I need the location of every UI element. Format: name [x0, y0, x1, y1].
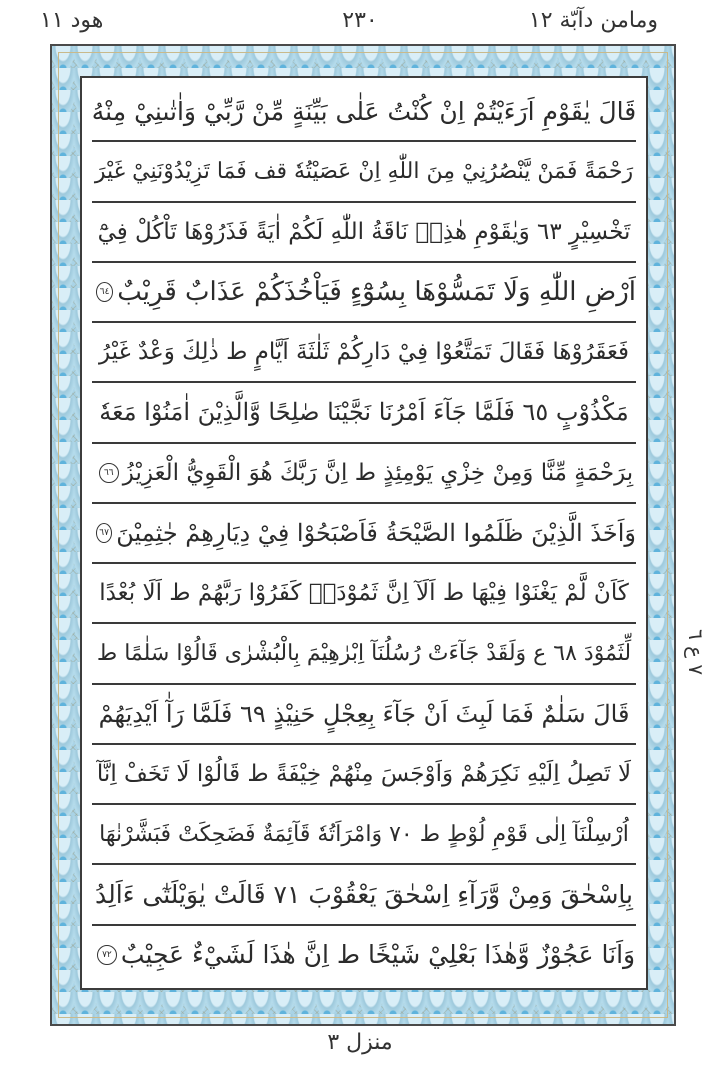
text-line [92, 685, 636, 745]
page-header [0, 0, 720, 44]
line-text: قَالَ سَلٰمٌ فَمَا لَبِثَ اَنْ جَآءَ بِعِجْلٍ حَنِيْذٍ ٦٩ فَلَمَّا رَآٰ اَيْدِيَهُمْ [98, 699, 630, 728]
text-line [92, 444, 636, 504]
line-text: رَحْمَةً فَمَنْ يَّنْصُرُنِيْ مِنَ اللّٰهِ اِنْ عَصَيْتُهٗ قف فَمَا تَزِيْدُوْنَنِيْ غَيْرَ [94, 158, 634, 184]
line-text: لِّثَمُوْدَ ٦٨ ع وَلَقَدْ جَآءَتْ رُسُلُنَآ اِبْرٰهِيْمَ بِالْبُشْرٰى قَالُوْا سَلٰمًا ط [96, 641, 632, 667]
line-text: وَاَنَا عَجُوْزٌ وَّهٰذَا بَعْلِيْ شَيْخًا ط اِنَّ هٰذَا لَشَيْءٌ عَجِيْبٌ [120, 940, 636, 970]
text-line [92, 142, 636, 202]
text-line [92, 745, 636, 805]
surah-name: هود ١١ [40, 8, 104, 33]
ayah-number-marker: ٧٢ [97, 945, 117, 965]
ruku-marker: ٧ ع ٦ [684, 628, 708, 676]
text-line [92, 323, 636, 383]
line-text: لَا تَصِلُ اِلَيْهِ نَكِرَهُمْ وَاَوْجَسَ مِنْهُمْ خِيْفَةً ط قَالُوْا لَا تَخَفْ اِنَّآ [96, 761, 632, 788]
text-line [92, 624, 636, 684]
line-text: وَاَخَذَ الَّذِيْنَ ظَلَمُوا الصَّيْحَةُ فَاَصْبَحُوْا فِيْ دِيَارِهِمْ جٰثِمِيْنَ [116, 518, 636, 547]
text-line [92, 263, 636, 323]
line-text: تَخْسِيْرٍ ٦٣ وَيٰقَوْمِ هٰذِهٖ نَاقَةُ اللّٰهِ لَكُمْ اٰيَةً فَذَرُوْهَا تَاْكُلْ فِيْٓ [97, 218, 631, 245]
manzil-label: منزل ٣ [327, 1030, 393, 1055]
text-line [92, 203, 636, 263]
text-line [92, 564, 636, 624]
line-text: بِرَحْمَةٍ مِّنَّا وَمِنْ خِزْيِ يَوْمِئِذٍ ط اِنَّ رَبَّكَ هُوَ الْقَوِيُّ الْعَزِيْزُ [122, 459, 634, 486]
line-text: اُرْسِلْنَآ اِلٰى قَوْمِ لُوْطٍ ط ٧٠ وَامْرَاَتُهٗ قَآئِمَةٌ فَضَحِكَتْ فَبَشَّرْنٰهَا [99, 821, 629, 847]
line-text: فَعَقَرُوْهَا فَقَالَ تَمَتَّعُوْا فِيْ دَارِكُمْ ثَلٰثَةَ اَيَّامٍ ط ذٰلِكَ وَعْدٌ غَيْرُ [98, 339, 630, 366]
line-text: اَرْضِ اللّٰهِ وَلَا تَمَسُّوْهَا بِسُوْٓءٍ فَيَاْخُذَكُمْ عَذَابٌ قَرِيْبٌ [117, 276, 636, 307]
ayah-number-marker: ٦٤ [96, 282, 113, 302]
text-lines [92, 82, 636, 984]
juz-name: ومامن دآبّة ١٢ [528, 8, 658, 33]
text-panel [80, 76, 648, 990]
text-line [92, 504, 636, 564]
text-line [92, 865, 636, 925]
text-line [92, 82, 636, 142]
line-text: مَكْذُوْبٍ ٦٥ فَلَمَّا جَآءَ اَمْرُنَا نَجَّيْنَا صٰلِحًا وَّالَّذِيْنَ اٰمَنُوْا مَعَهٗ [99, 398, 629, 427]
line-text: كَاَنْ لَّمْ يَغْنَوْا فِيْهَا ط اَلَآ اِنَّ ثَمُوْدَاۡ كَفَرُوْا رَبَّهُمْ ط اَلَا بُعْدًا [99, 580, 629, 607]
ayah-number-marker: ٦٦ [99, 463, 119, 483]
ayah-number-marker: ٦٧ [96, 523, 112, 543]
text-line [92, 383, 636, 443]
page-number: ٢٣٠ [342, 8, 378, 33]
line-text: بِاِسْحٰقَ وَمِنْ وَّرَآءِ اِسْحٰقَ يَعْقُوْبَ ٧١ قَالَتْ يٰوَيْلَتٰٓى ءَاَلِدُ [95, 880, 633, 910]
text-line [92, 926, 636, 984]
line-text: قَالَ يٰقَوْمِ اَرَءَيْتُمْ اِنْ كُنْتُ عَلٰى بَيِّنَةٍ مِّنْ رَّبِّيْ وَاٰتٰىنِيْ مِنْهُ [92, 96, 636, 126]
text-line [92, 805, 636, 865]
